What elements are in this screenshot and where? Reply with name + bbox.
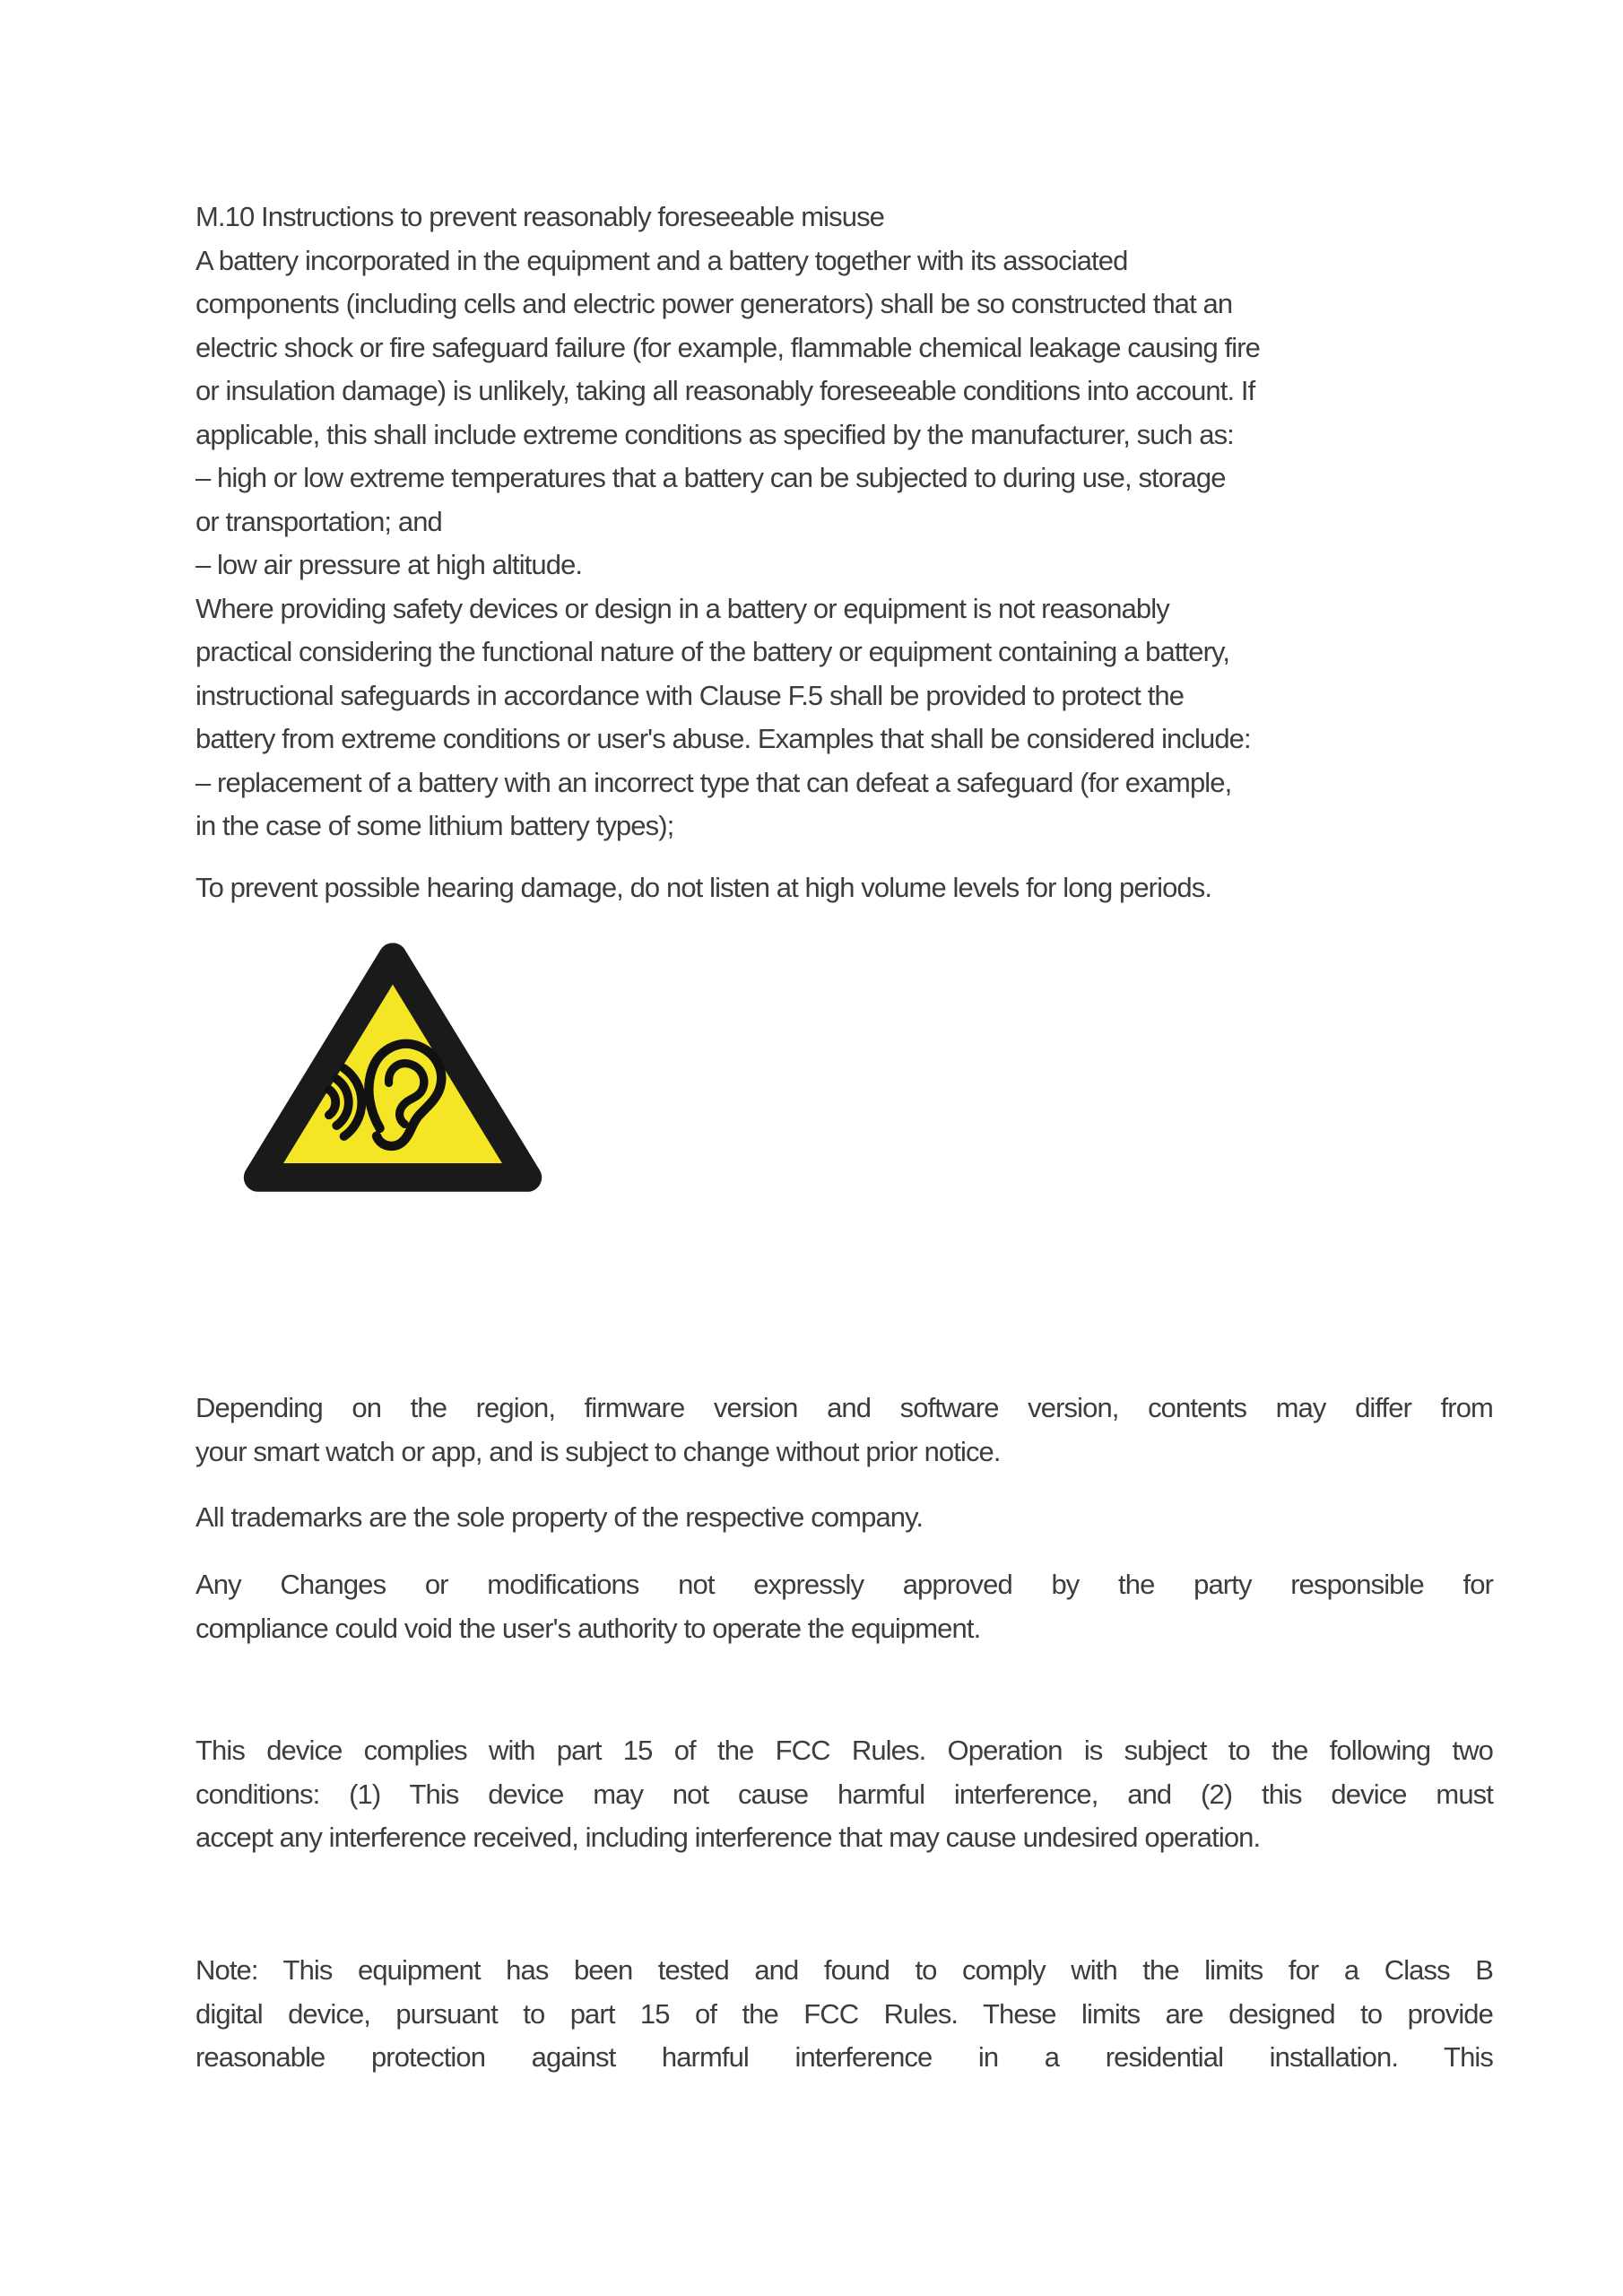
text-line: All trademarks are the sole property of the respective company.: [195, 1501, 924, 1533]
text-line: accept any interference received, including interference that may cause undesired operation.: [195, 1822, 1261, 1853]
text-line: components (including cells and electric power generators) shall be so constructed that an: [195, 288, 1233, 319]
text-line: M.10 Instructions to prevent reasonably foreseeable misuse: [195, 201, 885, 232]
fcc-part15-compliance: [195, 1729, 1493, 1860]
text-line: – replacement of a battery with an incorrect type that can defeat a safeguard (for example,: [195, 766, 1232, 798]
text-line: – high or low extreme temperatures that a battery can be subjected to during use, storage: [195, 462, 1226, 493]
text-line: This device complies with part 15 of the FCC Rules. Operation is subject to the following two: [195, 1735, 1493, 1766]
text-line: digital device, pursuant to part 15 of the FCC Rules. These limits are designed to provide: [195, 1997, 1493, 2030]
trademark-notice: [195, 1496, 1493, 1540]
text-line: To prevent possible hearing damage, do not listen at high volume levels for long periods.: [195, 872, 1212, 903]
text-line: Where providing safety devices or design in a battery or equipment is not reasonably: [195, 592, 1169, 624]
text-line: electric shock or fire safeguard failure (for example, flammable chemical leakage causing fire: [195, 331, 1260, 363]
text-line: or insulation damage) is unlikely, taking all reasonably foreseeable conditions into account. If: [195, 375, 1255, 406]
text-line: A battery incorporated in the equipment and a battery together with its associated: [195, 244, 1128, 276]
text-line: or transportation; and: [195, 505, 442, 537]
text-line: – low air pressure at high altitude.: [195, 549, 583, 580]
text-line: instructional safeguards in accordance with Clause F.5 shall be provided to protect the: [195, 679, 1185, 711]
text-line: in the case of some lithium battery types);: [195, 810, 674, 841]
modifications-notice: [195, 1563, 1493, 1650]
text-line: applicable, this shall include extreme conditions as specified by the manufacturer, such as:: [195, 418, 1234, 450]
m10-misuse-instructions: [195, 196, 1493, 848]
text-line: your smart watch or app, and is subject to change without prior notice.: [195, 1435, 1001, 1467]
text-line: Note: This equipment has been tested and found to comply with the limits for a Class B: [195, 1954, 1493, 1986]
text-line: compliance could void the user's authority to operate the equipment.: [195, 1612, 981, 1644]
text-line: practical considering the functional nature of the battery or equipment containing a battery,: [195, 636, 1230, 667]
region-contents-notice: [195, 1387, 1493, 1474]
hearing-damage-notice: [195, 866, 1493, 910]
text-line: Any Changes or modifications not expressly approved by the party responsible for: [195, 1569, 1493, 1600]
text-line: Depending on the region, firmware version and software version, contents may differ from: [195, 1392, 1493, 1423]
hearing-damage-warning-icon: [242, 939, 543, 1198]
fcc-class-b-note: [195, 1949, 1493, 2080]
text-line: battery from extreme conditions or user's abuse. Examples that shall be considered include:: [195, 723, 1251, 754]
text-line: reasonable protection against harmful interference in a residential installation. This: [195, 2041, 1493, 2073]
text-line: conditions: (1) This device may not cause harmful interference, and (2) this device must: [195, 1778, 1493, 1810]
